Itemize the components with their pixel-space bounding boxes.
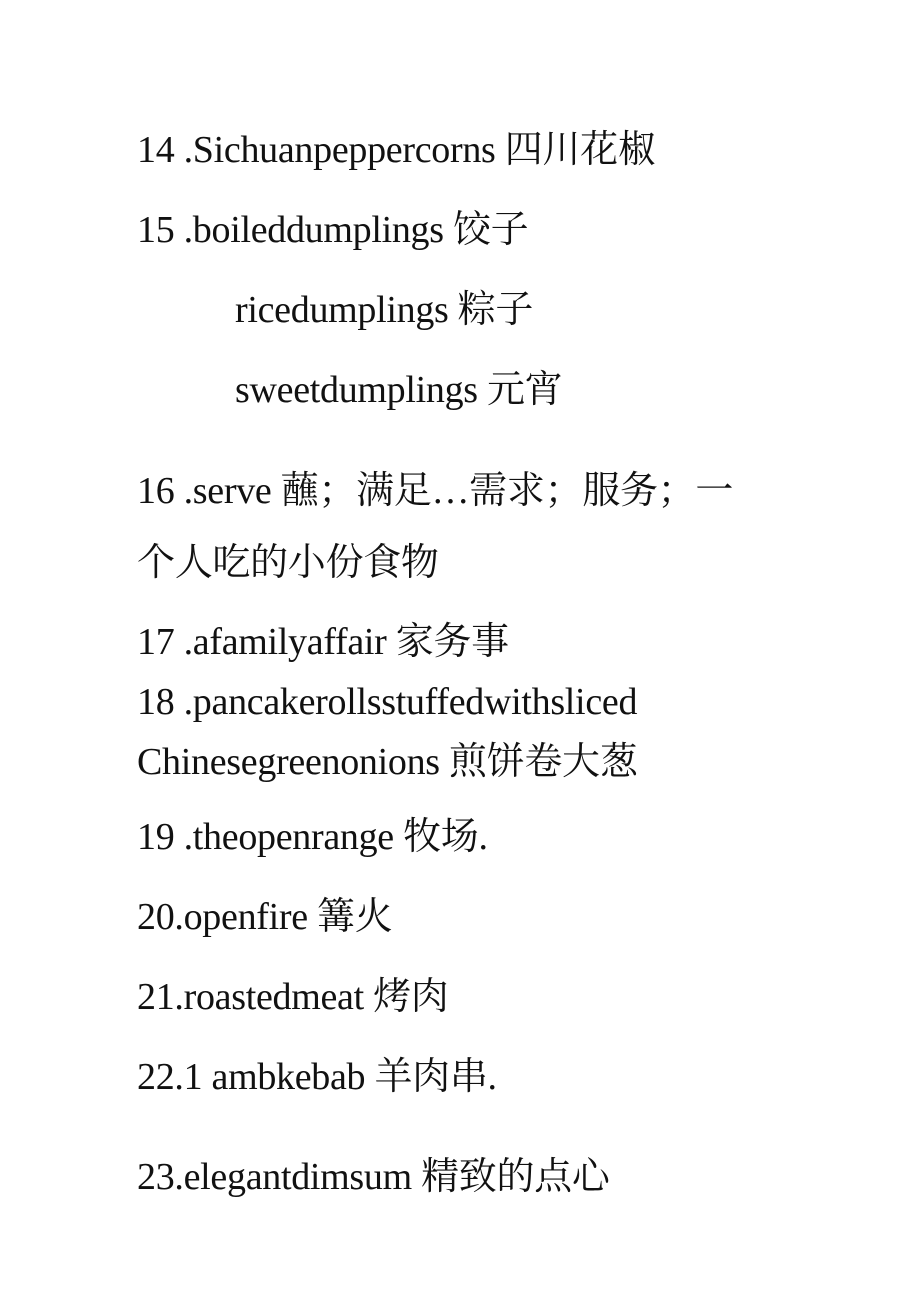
vocab-line-15-sweet: sweetdumplings 元宵 [235,369,563,411]
vocab-line-15: 15 .boileddumplings 饺子 [137,209,529,251]
vocab-line-22: 22.1 ambkebab 羊肉串. [137,1056,497,1098]
vocab-line-15-rice: ricedumplings 粽子 [235,289,534,331]
vocab-line-18-cont: Chinesegreenonions 煎饼卷大葱 [137,741,638,783]
vocab-line-23: 23.elegantdimsum 精致的点心 [137,1156,610,1198]
vocab-line-19: 19 .theopenrange 牧场. [137,816,488,858]
vocab-line-17: 17 .afamilyaffair 家务事 [137,621,509,663]
vocab-line-14: 14 .Sichuanpeppercorns 四川花椒 [137,129,656,171]
vocab-line-16: 16 .serve 蘸；满足…需求；服务；一 [137,470,734,512]
vocab-line-21: 21.roastedmeat 烤肉 [137,976,449,1018]
vocab-line-20: 20.openfire 篝火 [137,896,393,938]
vocab-line-18: 18 .pancakerollsstuffedwithsliced [137,681,638,723]
vocab-line-16-cont: 个人吃的小份食物 [137,542,439,584]
